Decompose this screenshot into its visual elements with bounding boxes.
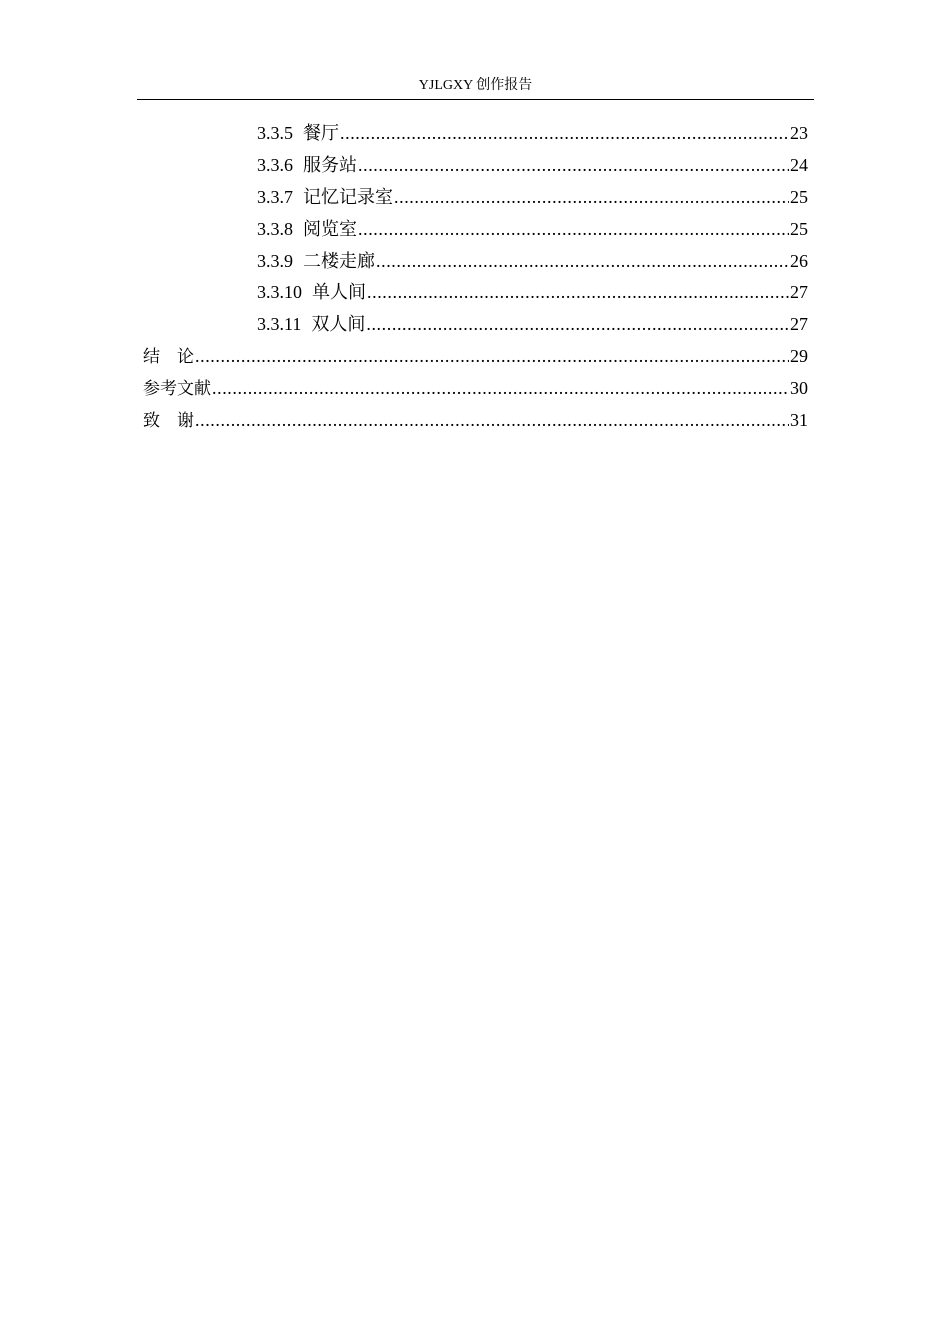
toc-entry-title: 结 论 — [143, 347, 194, 368]
toc-entry-page: 26 — [790, 250, 808, 271]
toc-leader-dots — [358, 150, 789, 182]
toc-entry-number: 3.3.8 — [257, 218, 293, 239]
toc-leader-dots — [394, 182, 789, 214]
toc-leader-dots — [195, 405, 789, 437]
toc-entry-page: 23 — [790, 123, 808, 143]
toc-entry-page: 25 — [790, 218, 808, 239]
toc-entry-page: 29 — [790, 346, 808, 367]
toc-leader-dots — [340, 118, 789, 150]
toc-leader-dots — [366, 309, 789, 341]
toc-entry-3-3-9[interactable] — [143, 246, 808, 278]
toc-entry-page: 30 — [790, 378, 808, 399]
toc-leader-dots — [367, 277, 789, 309]
toc-entry-title: 阅览室 — [303, 218, 357, 239]
toc-leader-dots — [212, 373, 789, 405]
toc-entry-title: 参考文献 — [143, 379, 211, 400]
toc-entry-title: 餐厅 — [303, 123, 339, 143]
toc-entry-number: 3.3.9 — [257, 250, 293, 271]
table-of-contents — [143, 118, 808, 437]
toc-leader-dots — [376, 246, 789, 278]
toc-entry-3-3-7[interactable] — [143, 182, 808, 214]
toc-entry-conclusion[interactable] — [143, 341, 808, 373]
toc-entry-title: 致 谢 — [143, 411, 194, 432]
toc-entry-page: 24 — [790, 154, 808, 175]
toc-entry-number: 3.3.5 — [257, 123, 293, 143]
toc-entry-page: 27 — [790, 282, 808, 303]
toc-leader-dots — [358, 214, 789, 246]
running-header — [137, 76, 814, 100]
toc-leader-dots — [195, 341, 789, 373]
toc-entry-title: 记忆记录室 — [303, 186, 393, 207]
toc-entry-number: 3.3.10 — [257, 282, 302, 303]
toc-entry-references[interactable] — [143, 373, 808, 405]
toc-entry-3-3-10[interactable] — [143, 277, 808, 309]
toc-entry-3-3-11[interactable] — [143, 309, 808, 341]
toc-entry-3-3-5[interactable] — [143, 118, 808, 150]
toc-entry-page: 25 — [790, 186, 808, 207]
toc-entry-title: 单人间 — [312, 282, 366, 303]
toc-entry-title: 双人间 — [311, 314, 366, 335]
toc-entry-3-3-8[interactable] — [143, 214, 808, 246]
toc-entry-title: 二楼走廊 — [303, 250, 375, 271]
toc-entry-acknowledgements[interactable] — [143, 405, 808, 437]
toc-entry-3-3-6[interactable] — [143, 150, 808, 182]
toc-entry-page: 27 — [790, 314, 808, 335]
toc-entry-page: 31 — [790, 410, 808, 431]
toc-entry-number: 3.3.6 — [257, 154, 293, 175]
header-text: YJLGXY 创作报告 — [418, 78, 533, 93]
toc-entry-number: 3.3.11 — [257, 314, 302, 335]
toc-entry-number: 3.3.7 — [257, 186, 293, 207]
toc-entry-title: 服务站 — [303, 154, 357, 175]
